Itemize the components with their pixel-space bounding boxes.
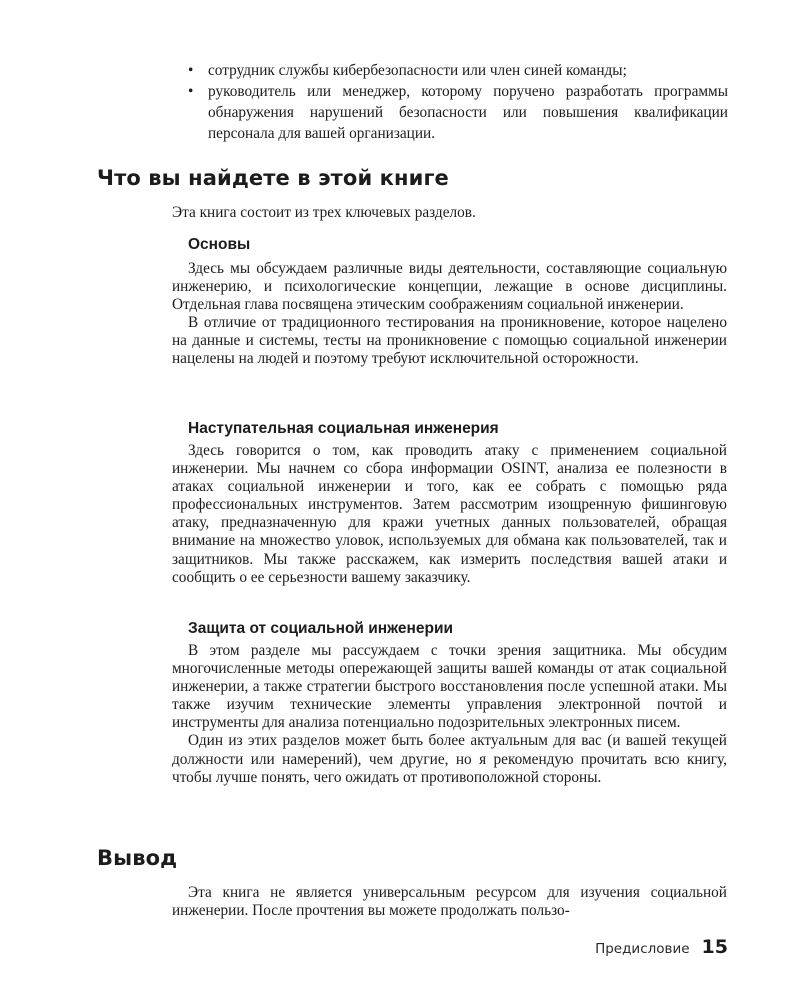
paragraph: Эта книга не является универсальным ресурсом для изучения социальной инженерии. После прочтения вы можете продолжать пользо-	[172, 884, 727, 920]
section-heading-conclusion: Вывод	[97, 846, 178, 870]
paragraph: В этом разделе мы рассуждаем с точки зрения защитника. Мы обсудим многочисленные методы опережающей защиты вашей команды от атак социальной инженерии, а также стратегии быстрого восстановления после успешной атаки. Мы также изучим технические элементы управления электронной почтой и инструменты для анализа потенциально подозрительных электронных писем.	[172, 642, 727, 732]
subsection-heading-defense: Защита от социальной инженерии	[188, 620, 454, 637]
paragraph: Один из этих разделов может быть более актуальным для вас (и вашей текущей должности или намерений), чем другие, но я рекомендую прочитать всю книгу, чтобы лучше понять, чего ожидать от противоположной стороны.	[172, 732, 727, 786]
section-heading-what-you-find: Что вы найдете в этой книге	[97, 166, 449, 190]
defense-body	[172, 642, 727, 787]
paragraph: В отличие от традиционного тестирования на проникновение, которое нацелено на данные и системы, тесты на проникновение с помощью социальной инженерии нацелены на людей и поэтому требуют исключительной осторожности.	[172, 314, 727, 368]
paragraph: Здесь мы обсуждаем различные виды деятельности, составляющие социальную инженерию, и психологические концепции, лежащие в основе дисциплины. Отдельная глава посвящена этическим соображениям социальной инженерии.	[172, 260, 727, 314]
subsection-heading-offensive: Наступательная социальная инженерия	[188, 420, 499, 437]
bullet-text: сотрудник службы кибербезопасности или член синей команды;	[208, 62, 627, 79]
offensive-body	[172, 442, 727, 587]
list-item	[188, 60, 728, 81]
list-item	[188, 81, 728, 144]
page-number: 15	[701, 936, 728, 958]
section-intro: Эта книга состоит из трех ключевых разделов.	[172, 204, 476, 221]
page-footer	[595, 936, 728, 958]
paragraph: Здесь говорится о том, как проводить атаку с применением социальной инженерии. Мы начнем со сбора информации OSINT, анализа ее полезности в атаках социальной инженерии и того, как ее собрать с помощью ряда профессиональных инструментов. Затем рассмотрим изощренную фишинговую атаку, предназначенную для кражи учетных данных пользователей, обращая внимание на множество уловок, используемых для обмана как пользователей, так и защитников. Мы также расскажем, как измерить последствия вашей атаки и сообщить о ее серьезности вашему заказчику.	[172, 442, 727, 586]
bullet-text: руководитель или менеджер, которому поручено разработать программы обнаружения нарушений безопасности или повышения квалификации персонала для вашей организации.	[208, 83, 728, 142]
basics-body	[172, 260, 727, 369]
bullet-icon: •	[188, 62, 194, 79]
bullet-icon: •	[188, 83, 194, 100]
audience-list	[188, 60, 728, 144]
running-footer-label: Предисловие	[595, 941, 690, 957]
conclusion-body	[172, 884, 727, 920]
subsection-heading-basics: Основы	[188, 236, 251, 253]
